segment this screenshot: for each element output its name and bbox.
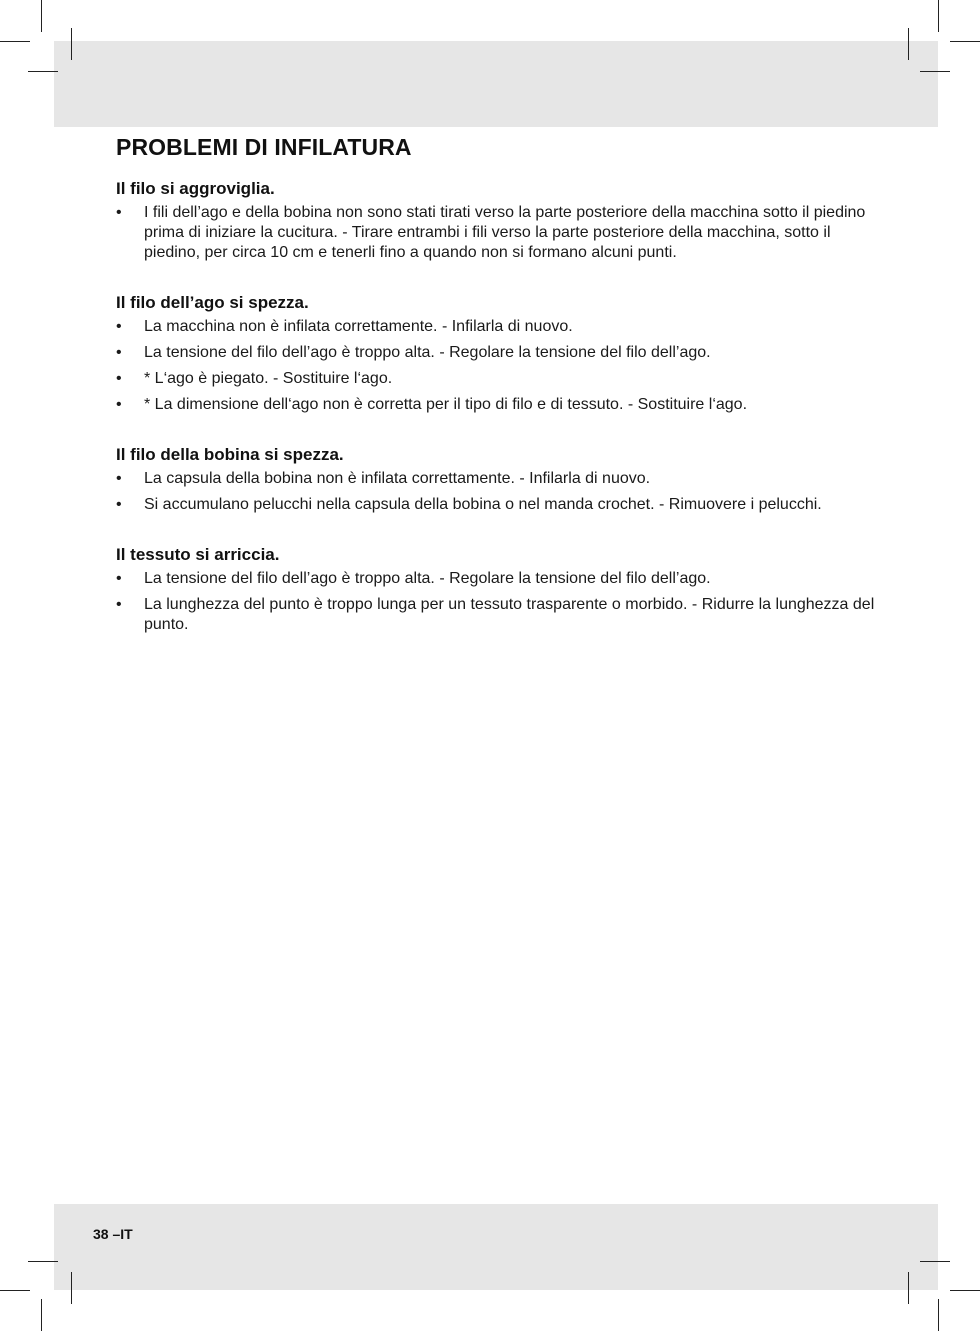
list-item bbox=[116, 369, 876, 389]
bullet: • bbox=[116, 396, 122, 413]
bullet: • bbox=[116, 370, 122, 387]
crop-mark bbox=[28, 1261, 58, 1262]
crop-mark bbox=[938, 0, 939, 32]
crop-mark bbox=[0, 1290, 30, 1291]
list-item bbox=[116, 495, 876, 515]
item-list bbox=[116, 203, 876, 263]
bullet: • bbox=[116, 596, 122, 613]
section-thread-tangles bbox=[116, 179, 876, 263]
list-item bbox=[116, 343, 876, 363]
item-text: * L‘ago è piegato. - Sostituire l‘ago. bbox=[144, 370, 393, 387]
crop-mark bbox=[28, 71, 58, 72]
bullet: • bbox=[116, 470, 122, 487]
crop-mark bbox=[950, 41, 980, 42]
page-content bbox=[116, 130, 876, 641]
item-text: I fili dell’ago e della bobina non sono stati tirati verso la parte posteriore della macchina sotto il piedino prima di iniziare la cucitura. - Tirare entrambi i fili verso la parte posteriore della macchina, sotto il piedino, per circa 10 cm e tenerli fino a quando non si formano alcuni punti. bbox=[144, 204, 866, 261]
page-number: 38 –IT bbox=[93, 1226, 133, 1242]
crop-mark bbox=[920, 71, 950, 72]
list-item bbox=[116, 203, 876, 263]
crop-mark bbox=[71, 28, 72, 60]
section-needle-thread-breaks bbox=[116, 293, 876, 415]
section-title: Il tessuto si arriccia. bbox=[116, 545, 280, 564]
section-title: Il filo della bobina si spezza. bbox=[116, 445, 344, 464]
crop-mark bbox=[71, 1272, 72, 1304]
list-item bbox=[116, 595, 876, 635]
item-list bbox=[116, 469, 876, 515]
item-list bbox=[116, 317, 876, 415]
crop-mark bbox=[950, 1290, 980, 1291]
item-text: La lunghezza del punto è troppo lunga per un tessuto trasparente o morbido. - Ridurre la lunghezza del punto. bbox=[144, 596, 875, 633]
header-band bbox=[54, 41, 938, 127]
crop-mark bbox=[0, 41, 30, 42]
bullet: • bbox=[116, 496, 122, 513]
item-text: Si accumulano pelucchi nella capsula della bobina o nel manda crochet. - Rimuovere i pelucchi. bbox=[144, 496, 822, 513]
crop-mark bbox=[908, 28, 909, 60]
bullet: • bbox=[116, 570, 122, 587]
section-title: Il filo dell’ago si spezza. bbox=[116, 293, 309, 312]
item-text: La macchina non è infilata correttamente. - Infilarla di nuovo. bbox=[144, 318, 573, 335]
crop-mark bbox=[908, 1272, 909, 1304]
item-text: La tensione del filo dell’ago è troppo alta. - Regolare la tensione del filo dell’ago. bbox=[144, 570, 711, 587]
crop-mark bbox=[41, 0, 42, 32]
list-item bbox=[116, 395, 876, 415]
page-title: PROBLEMI DI INFILATURA bbox=[116, 134, 412, 160]
crop-mark bbox=[938, 1299, 939, 1331]
section-title: Il filo si aggroviglia. bbox=[116, 179, 275, 198]
section-fabric-puckers bbox=[116, 545, 876, 635]
footer-band bbox=[54, 1204, 938, 1290]
list-item bbox=[116, 469, 876, 489]
item-text: La capsula della bobina non è infilata correttamente. - Infilarla di nuovo. bbox=[144, 470, 651, 487]
list-item bbox=[116, 569, 876, 589]
bullet: • bbox=[116, 204, 122, 221]
crop-mark bbox=[920, 1261, 950, 1262]
section-bobbin-thread-breaks bbox=[116, 445, 876, 515]
item-text: * La dimensione dell‘ago non è corretta per il tipo di filo e di tessuto. - Sostituire l‘ago. bbox=[144, 396, 748, 413]
bullet: • bbox=[116, 344, 122, 361]
list-item bbox=[116, 317, 876, 337]
item-text: La tensione del filo dell’ago è troppo alta. - Regolare la tensione del filo dell’ago. bbox=[144, 344, 711, 361]
crop-mark bbox=[41, 1299, 42, 1331]
bullet: • bbox=[116, 318, 122, 335]
item-list bbox=[116, 569, 876, 635]
